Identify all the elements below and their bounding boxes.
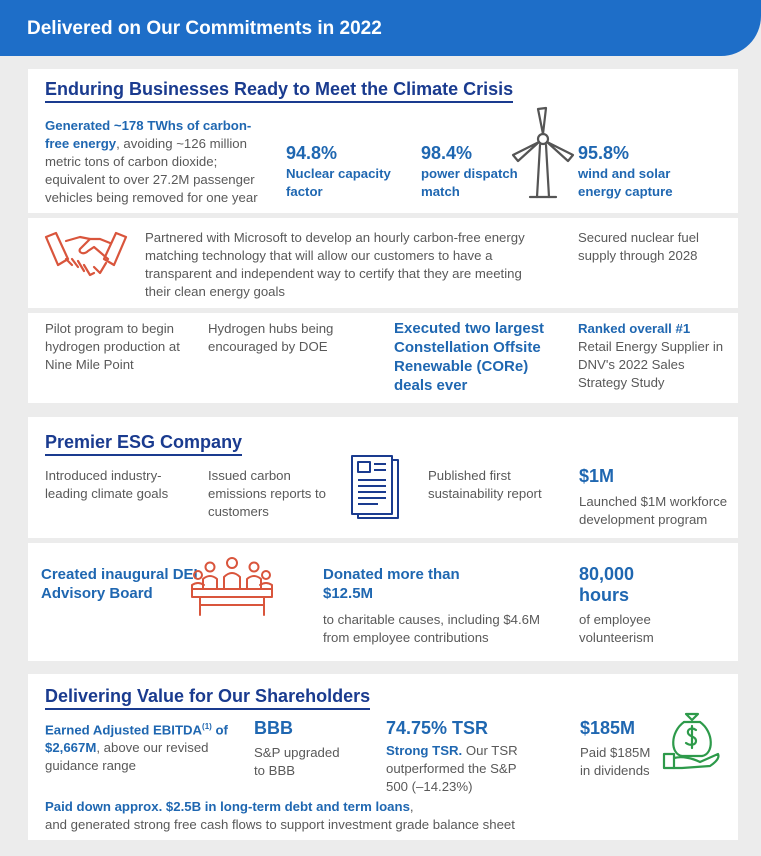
ranked-highlight: Ranked overall #1 — [578, 321, 691, 336]
credit-rating-text: S&P upgraded to BBB — [254, 745, 340, 778]
handshake-icon — [44, 229, 128, 285]
stat-dispatch-value: 98.4% — [421, 143, 473, 163]
ebitda-amount: of $2,667M — [45, 722, 228, 756]
header-bar — [0, 0, 761, 56]
page-title: Delivered on Our Commitments in 2022 — [27, 18, 382, 39]
section-esg-title: Premier ESG Company — [45, 432, 242, 456]
stat-nuclear-label: Nuclear capacity factor — [286, 166, 391, 199]
microsoft-partnership-text: Partnered with Microsoft to develop an hourly carbon-free energy matching technology that will allow our customers to have a transparent and independent way to certify that they are meeting their clean energy goals — [145, 230, 525, 299]
section-shareholders-title: Delivering Value for Our Shareholders — [45, 686, 370, 710]
divider — [28, 213, 738, 218]
credit-rating-value: BBB — [254, 718, 293, 738]
donated-text: to charitable causes, including $4.6M from employee contributions — [323, 612, 540, 645]
money-bag-icon — [662, 710, 722, 770]
core-deals-text: Executed two largest Constellation Offsite Renewable (CORe) deals ever — [394, 320, 545, 394]
tsr-highlight: Strong TSR. — [386, 743, 463, 758]
stat-nuclear-value: 94.8% — [286, 143, 338, 163]
generated-energy-detail: , avoiding ~126 million metric tons of carbon dioxide; equivalent to over 27.2M passenger vehicles being removed for one year — [45, 136, 258, 205]
carbon-reports-text: Issued carbon emissions reports to customers — [208, 468, 326, 519]
section-climate — [28, 69, 738, 403]
debt-paydown-comma: , — [409, 799, 414, 814]
section-shareholders — [28, 674, 738, 840]
divider — [28, 538, 738, 543]
generated-energy-highlight: Generated ~178 TWhs of carbon-free energy — [45, 118, 252, 151]
nuclear-fuel-text: Secured nuclear fuel supply through 2028 — [578, 230, 699, 263]
stat-wind-solar-value: 95.8% — [578, 143, 630, 163]
ranked-text — [578, 320, 728, 392]
climate-goals-text: Introduced industry-leading climate goals — [45, 468, 169, 501]
dividend-value: $185M — [580, 718, 636, 738]
pilot-program-text: Pilot program to begin hydrogen production at Nine Mile Point — [45, 321, 180, 372]
ebitda-detail: , above our revised guidance range — [45, 740, 209, 774]
volunteer-text: of employee volunteerism — [579, 612, 654, 645]
ebitda-highlight: Earned Adjusted EBITDA — [45, 722, 203, 738]
dividend-text: Paid $185M in dividends — [580, 745, 651, 778]
debt-paydown-highlight: Paid down approx. $2.5B in long-term debt and term loans — [45, 799, 410, 814]
stat-wind-solar-label: wind and solar energy capture — [578, 166, 673, 199]
tsr-text — [386, 742, 526, 796]
ebitda-footnote: (1) — [202, 722, 212, 731]
divider — [28, 308, 738, 313]
section-climate-title: Enduring Businesses Ready to Meet the Climate Crisis — [45, 79, 513, 103]
ranked-detail: Retail Energy Supplier in DNV's 2022 Sales Strategy Study — [578, 339, 724, 390]
debt-paydown-detail: and generated strong free cash flows to support investment grade balance sheet — [45, 817, 515, 832]
stat-dispatch-label: power dispatch match — [421, 166, 518, 199]
workforce-value: $1M — [579, 466, 615, 486]
volunteer-value: 80,000 hours — [579, 564, 635, 605]
hydrogen-hubs-text: Hydrogen hubs being encouraged by DOE — [208, 321, 334, 354]
debt-paydown-text — [45, 798, 605, 834]
wind-turbine-icon — [510, 105, 576, 201]
tsr-detail: Our TSR outperformed the S&P 500 (–14.23%) — [386, 743, 518, 794]
board-meeting-icon — [190, 555, 274, 617]
workforce-text: Launched $1M workforce development program — [579, 494, 728, 527]
report-document-icon — [350, 454, 402, 520]
generated-energy-text — [45, 117, 275, 207]
dei-board-text: Created inaugural DEI Advisory Board — [41, 566, 198, 602]
ebitda-text — [45, 718, 235, 775]
tsr-value: 74.75% TSR — [386, 718, 489, 738]
donated-value: Donated more than $12.5M — [323, 566, 460, 602]
section-esg — [28, 417, 738, 661]
sustainability-report-text: Published first sustainability report — [428, 468, 542, 501]
